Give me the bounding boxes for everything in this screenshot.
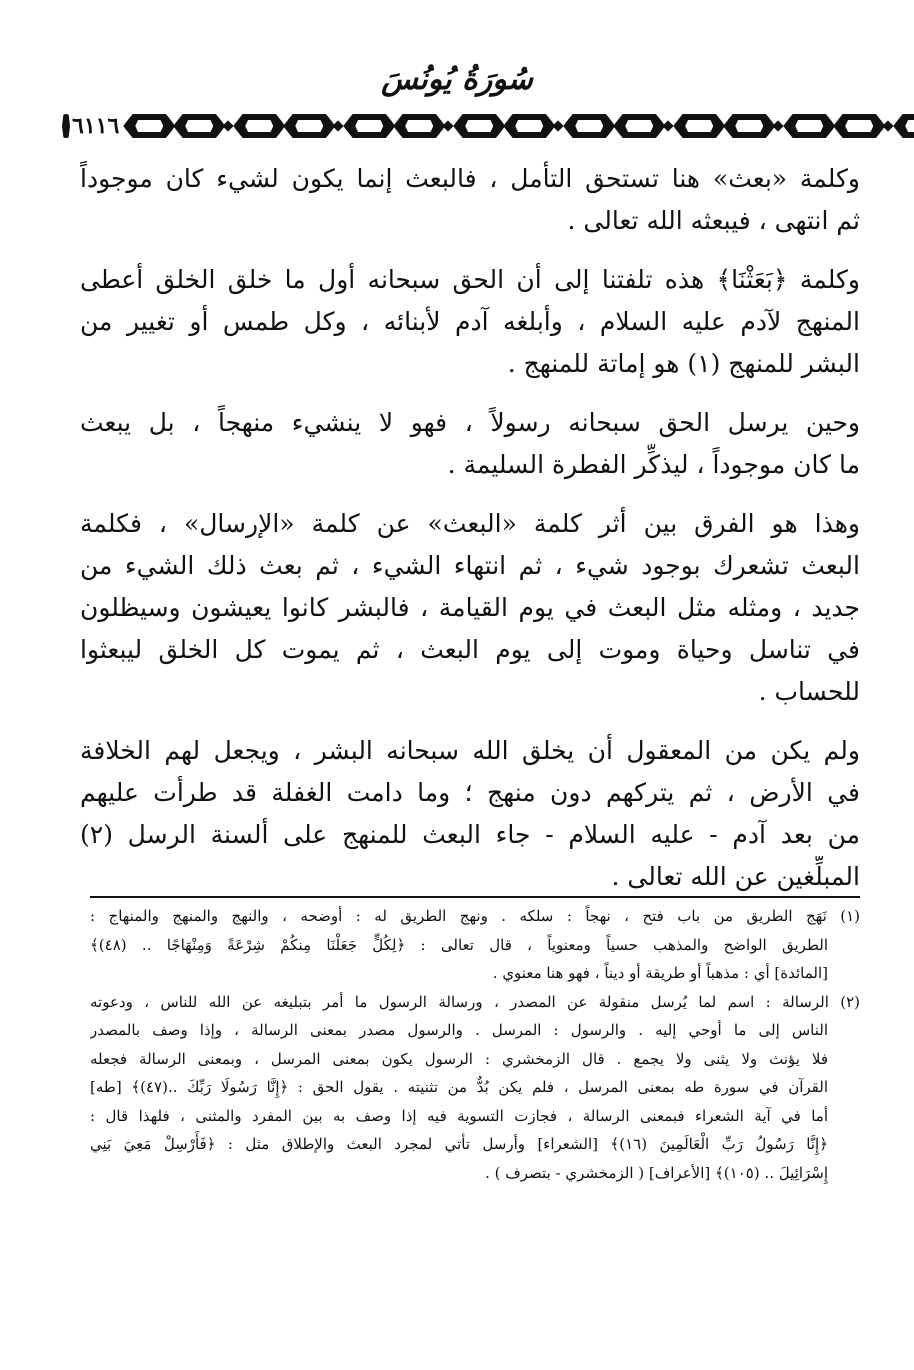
paragraph: [80, 158, 860, 242]
main-text: [80, 158, 860, 915]
text-line: ولم يكن من المعقول أن يخلق الله سبحانه البشر ، ويجعل لهم الخلافة: [80, 736, 860, 765]
text-line: في تناسل وحياة وموت إلى يوم البعث ، ثم يموت كل الخلق ليبعثوا: [80, 635, 860, 664]
ornament-link-icon: [723, 114, 775, 138]
ornament-link-icon: [503, 114, 555, 138]
ornament-diamond-icon: [883, 120, 894, 131]
text-line: وكلمة «بعث» هنا تستحق التأمل ، فالبعث إنما يكون لشيء كان موجوداً: [80, 164, 860, 193]
paragraph: [80, 730, 860, 898]
footnote-divider: [90, 896, 860, 898]
page-number: ٦١١٦: [72, 113, 120, 139]
text-line: وكلمة ﴿بَعَثْنَا﴾ هذه تلفتنا إلى أن الحق سبحانه أول ما خلق الخلق أعطى: [80, 265, 860, 294]
footnote-line: (٢) الرسالة : اسم لما يُرسل منقولة عن المصدر ، ورسالة الرسول ما أمر بتبليغه عن الله للناس ، ودعوته: [90, 992, 860, 1011]
ornament-diamond-icon: [553, 120, 564, 131]
footnote-line: [المائدة] أي : مذهباً أو طريقة أو ديناً ، فهو هنا معنوي .: [492, 964, 828, 982]
text-line: للحساب .: [758, 677, 860, 706]
ornament-link-icon: [783, 114, 835, 138]
ornament-link-icon: [343, 114, 395, 138]
footnote-line: الطريق الواضح والمذهب حسياً ومعنوياً ، قال تعالى : ﴿لِكُلٍّ جَعَلْنَا مِنكُمْ شِرْعَةً وَمِنْهَاجًا .. (٤٨)﴾: [90, 935, 828, 954]
text-line: المنهج لآدم عليه السلام ، وأبلغه آدم لأبنائه ، وكل طمس أو تغيير من: [80, 307, 860, 336]
text-line: البعث تشعرك بوجود شيء ، ثم انتهاء الشيء ، ثم بعث ذلك الشيء من: [80, 551, 860, 580]
footnote-line: القرآن في سورة طه بمعنى المرسل ، فلم يكن بُدٌّ من تثنيته . يقول الحق : ﴿إِنَّا رَسُولَا رَبِّكَ ..(٤٧)﴾ [طه]: [90, 1078, 828, 1096]
ornament-diamond-icon: [333, 120, 344, 131]
footnote-line: ﴿إِنَّا رَسُولُ رَبِّ الْعَالَمِينَ (١٦)﴾ [الشعراء] وأرسل تأتي لمجرد البعث والإطلاق مثل : ﴿فَأَرْسِلْ مَعِيَ بَنِي: [90, 1135, 828, 1153]
ornament-diamond-icon: [223, 120, 234, 131]
ornament-link-icon: [673, 114, 725, 138]
text-line: المبلِّغين عن الله تعالى .: [611, 862, 860, 891]
footnote-line: فلا يؤنث ولا يثنى ولا يجمع . قال الزمخشري : الرسول يكون بمعنى المرسل ، وبمعنى الرسالة فجعله: [90, 1049, 828, 1068]
text-line: ما كان موجوداً ، ليذكِّر الفطرة السليمة .: [447, 450, 860, 479]
text-line: وحين يرسل الحق سبحانه رسولاً ، فهو لا ينشيء منهجاً ، بل يبعث: [80, 408, 860, 437]
ornament-diamond-icon: [443, 120, 454, 131]
text-line: من بعد آدم - عليه السلام - جاء البعث للمنهج على ألسنة الرسل (٢): [80, 820, 860, 849]
paragraph: [80, 503, 860, 713]
text-line: وهذا هو الفرق بين أثر كلمة «البعث» عن كلمة «الإرسال» ، فكلمة: [80, 509, 860, 538]
surah-title: سُورَةُ يُونُسَ: [381, 62, 533, 97]
ornament-link-icon: [123, 114, 175, 138]
text-line: ثم انتهى ، فيبعثه الله تعالى .: [567, 206, 860, 235]
text-line: جديد ، ومثله مثل البعث في يوم القيامة ، فالبشر كانوا يعيشون وسيظلون: [80, 593, 860, 622]
footnote-line: (١) نَهَج الطريق من باب فتح ، نهجاً : سلكه . ونهج الطريق له : أوضحه ، والنهج والمنهج والمنهاج :: [90, 907, 860, 925]
footnotes: [90, 902, 860, 1187]
footnote-line: الناس إلى ما أوحي إليه . والرسول : المرسل . والرسول مصدر بمعنى الرسالة ، وإذا وصف بالمصدر: [90, 1021, 828, 1039]
text-line: البشر للمنهج (١) هو إماتة للمنهج .: [507, 349, 860, 378]
paragraph: [80, 259, 860, 385]
ornament-diamond-icon: [773, 120, 784, 131]
text-line: في الأرض ، ثم يتركهم دون منهج ؛ وما دامت الغفلة قد طرأت عليهم: [80, 778, 860, 807]
ornament-link-icon: [62, 114, 70, 138]
ornament-link-icon: [833, 114, 885, 138]
ornament-diamond-icon: [663, 120, 674, 131]
ornament-link-icon: [173, 114, 225, 138]
ornament-link-icon: [393, 114, 445, 138]
ornament-link-icon: [453, 114, 505, 138]
header-ornament: [62, 112, 852, 140]
footnote-line: أما في آية الشعراء فبمعنى الرسالة ، فجازت التسوية فيه إذا وصف به بين المفرد والمثنى ، فلهذا قال :: [90, 1106, 828, 1125]
ornament-link-icon: [613, 114, 665, 138]
ornament-link-icon: [283, 114, 335, 138]
ornament-link-icon: [893, 114, 914, 138]
ornament-link-icon: [233, 114, 285, 138]
ornament-chain: [123, 114, 914, 138]
ornament-link-icon: [563, 114, 615, 138]
footnote-line: إِسْرَائِيلَ .. (١٠٥)﴾ [الأعراف] ( الزمخشري - بتصرف ) .: [485, 1163, 828, 1182]
paragraph: [80, 402, 860, 486]
